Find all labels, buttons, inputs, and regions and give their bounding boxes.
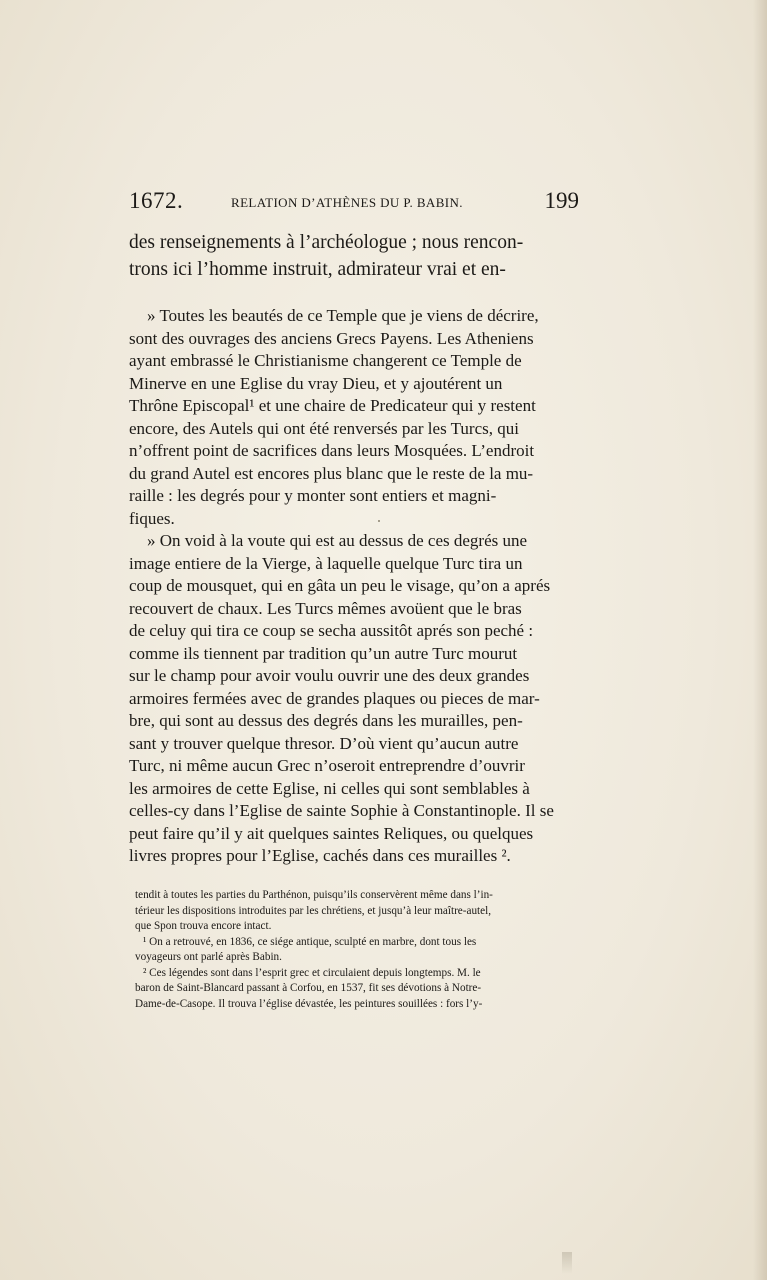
running-header bbox=[129, 188, 579, 222]
quote-line: du grand Autel est encores plus blanc que le reste de la mu- bbox=[129, 463, 534, 483]
quote-line: peut faire qu’il y ait quelques saintes Reliques, ou quelques bbox=[129, 823, 534, 843]
footnote-line: térieur les dispositions introduites par les chrétiens, et jusqu’à leur maître-autel, bbox=[135, 904, 492, 917]
footnote-line: tendit à toutes les parties du Parthénon, puisqu’ils conservèrent même dans l’in- bbox=[135, 889, 493, 901]
quote-line: » Toutes les beautés de ce Temple que je viens de décrire, bbox=[147, 306, 539, 325]
quote-line: Minerve en une Eglise du vray Dieu, et y ajoutérent un bbox=[129, 373, 503, 393]
footnote-line: ² Ces légendes sont dans l’esprit grec et circulaient depuis longtemps. M. le bbox=[143, 966, 481, 979]
quote-line: sant y trouver quelque thresor. D’où vient qu’aucun autre bbox=[129, 733, 519, 753]
quote-line: de celuy qui tira ce coup se secha aussitôt aprés son peché : bbox=[129, 621, 534, 640]
quote-line: fiques. bbox=[129, 508, 175, 528]
footnotes bbox=[135, 888, 587, 1012]
quote-line: image entiere de la Vierge, à laquelle quelque Turc tira un bbox=[129, 553, 523, 573]
page-edge-shadow bbox=[753, 0, 767, 1280]
quote-line: Thrône Episcopal¹ et une chaire de Predicateur qui y restent bbox=[129, 396, 536, 415]
quote-line: n’offrent point de sacrifices dans leurs Mosquées. L’endroit bbox=[129, 441, 535, 460]
quoted-passage bbox=[129, 305, 584, 868]
quote-line: raille : les degrés pour y monter sont entiers et magni- bbox=[129, 486, 497, 505]
quote-line: coup de mousquet, qui en gâta un peu le visage, qu’on a aprés bbox=[129, 576, 551, 595]
quote-line: » On void à la voute qui est au dessus de ces degrés une bbox=[147, 531, 528, 550]
quote-line: sur le champ pour avoir voulu ouvrir une des deux grandes bbox=[129, 666, 530, 685]
intro-line: trons ici l’homme instruit, admirateur vrai et en- bbox=[129, 259, 506, 280]
footnote-line: que Spon trouva encore intact. bbox=[135, 920, 272, 932]
intro-line: des renseignements à l’archéologue ; nous rencon- bbox=[129, 232, 524, 253]
year-label: 1672. bbox=[129, 188, 184, 213]
footnote-line: voyageurs ont parlé après Babin. bbox=[135, 951, 282, 963]
page-number: 199 bbox=[544, 188, 579, 213]
footnote-line: Dame-de-Casope. Il trouva l’église dévastée, les peintures souillées : fors l’y- bbox=[135, 997, 483, 1010]
quote-line: encore, des Autels qui ont été renversés par les Turcs, qui bbox=[129, 418, 519, 438]
quote-line: bre, qui sont au dessus des degrés dans les murailles, pen- bbox=[129, 711, 523, 730]
page-blemish bbox=[562, 1252, 572, 1274]
quote-line: celles-cy dans l’Eglise de sainte Sophie à Constantinople. Il se bbox=[129, 801, 554, 820]
quote-line: armoires fermées avec de grandes plaques ou pieces de mar- bbox=[129, 688, 540, 708]
footnote-line: ¹ On a retrouvé, en 1836, ce siége antique, sculpté en marbre, dont tous les bbox=[143, 935, 477, 948]
quote-line: comme ils tiennent par tradition qu’un autre Turc mourut bbox=[129, 643, 518, 663]
running-title: RELATION D’ATHÈNES DU P. BABIN. bbox=[231, 195, 463, 210]
print-speck bbox=[378, 520, 380, 522]
footnote-line: baron de Saint-Blancard passant à Corfou, en 1537, fit ses dévotions à Notre- bbox=[135, 982, 482, 994]
quote-line: ayant embrassé le Christianisme changerent ce Temple de bbox=[129, 351, 522, 370]
quote-line: sont des ouvrages des anciens Grecs Payens. Les Atheniens bbox=[129, 328, 534, 348]
quote-line: Turc, ni même aucun Grec n’oseroit entreprendre d’ouvrir bbox=[129, 756, 525, 775]
quote-line: les armoires de cette Eglise, ni celles qui sont semblables à bbox=[129, 778, 530, 798]
intro-paragraph bbox=[129, 229, 581, 283]
quote-line: livres propres pour l’Eglise, cachés dans ces murailles ². bbox=[129, 846, 511, 865]
quote-line: recouvert de chaux. Les Turcs mêmes avoüent que le bras bbox=[129, 598, 522, 618]
